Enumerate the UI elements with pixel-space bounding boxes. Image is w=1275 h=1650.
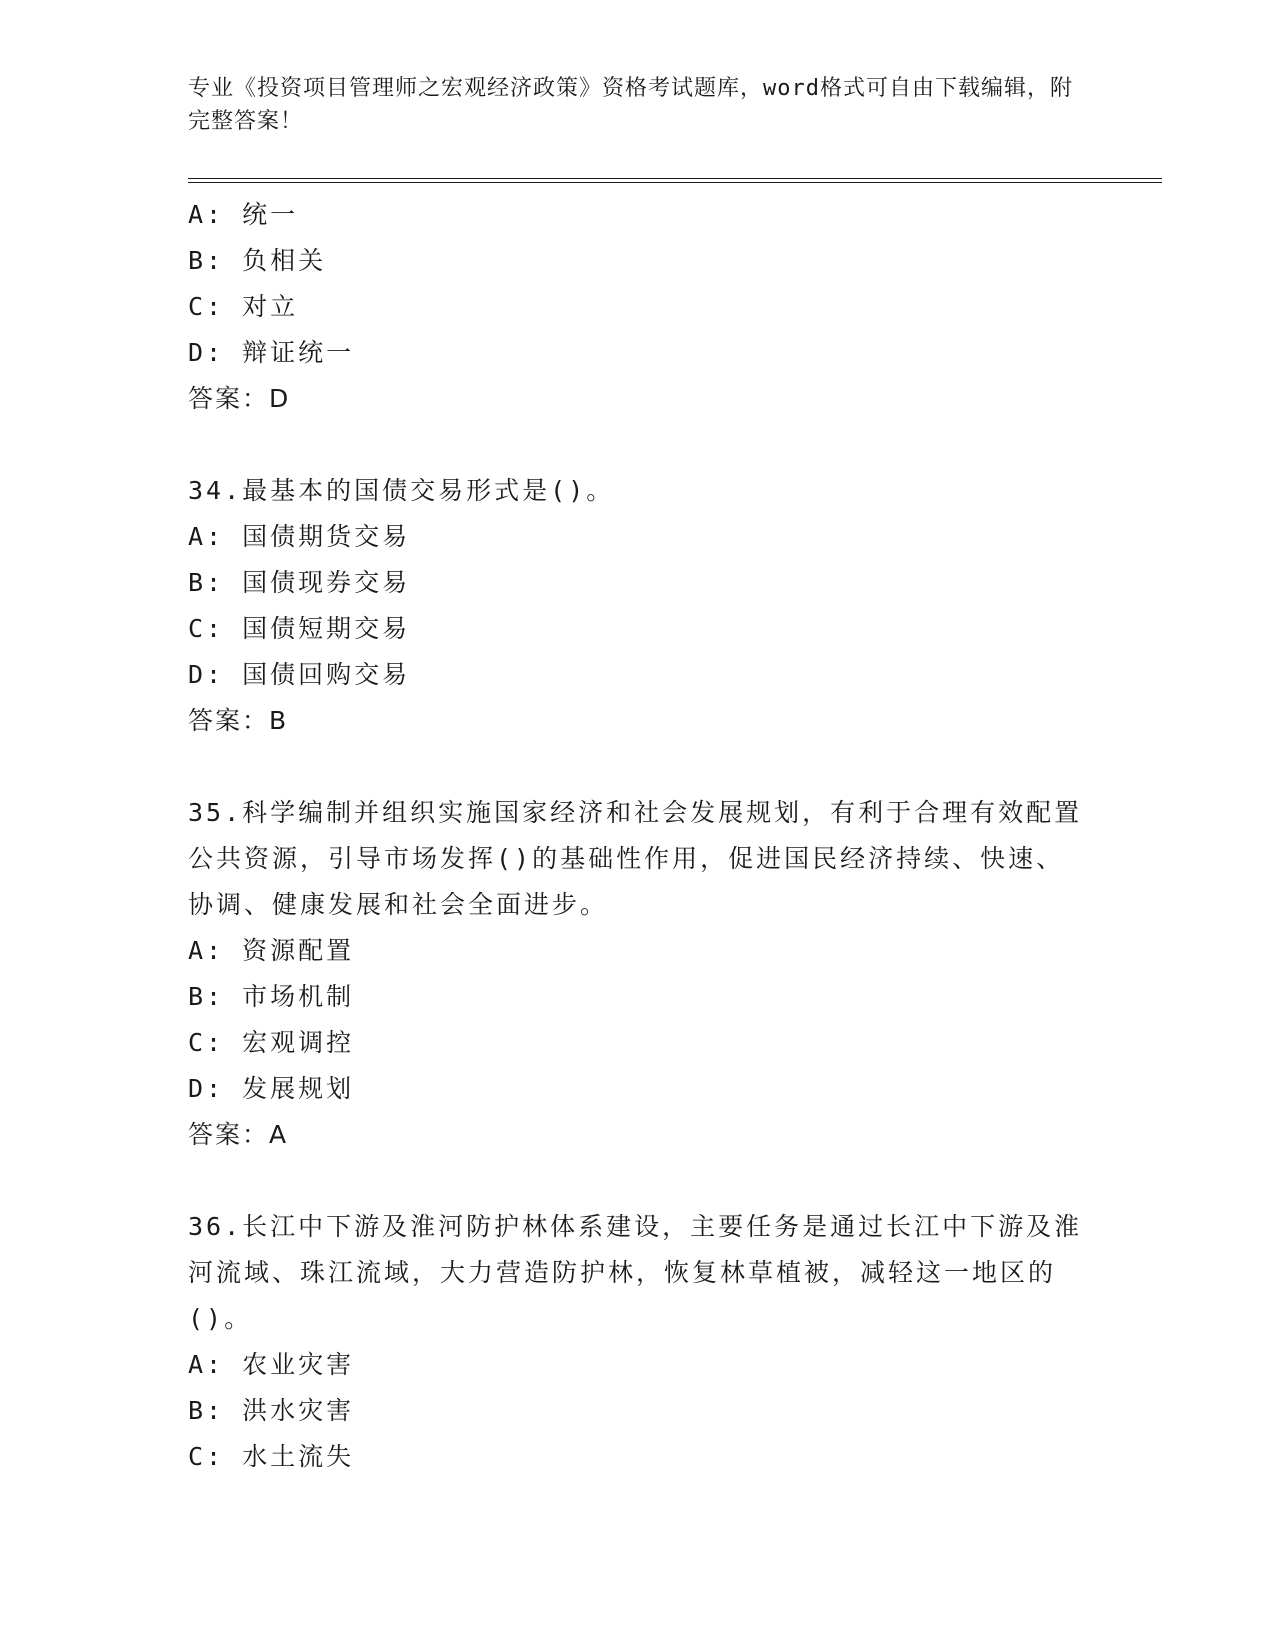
option-c: C: 宏观调控	[188, 1028, 355, 1057]
option-b: B: 国债现券交易	[188, 568, 411, 597]
document-header: 专业《投资项目管理师之宏观经济政策》资格考试题库，word格式可自由下载编辑，附完整答案！	[188, 76, 1073, 134]
question-text: 34.最基本的国债交易形式是()。	[188, 476, 615, 505]
answer-line: 答案：A	[188, 1120, 289, 1149]
question-text: 35.科学编制并组织实施国家经济和社会发展规划，有利于合理有效配置公共资源，引导市场发挥()的基础性作用，促进国民经济持续、快速、协调、健康发展和社会全面进步。	[188, 798, 1083, 919]
option-a: A: 统一	[188, 200, 299, 229]
answer-line: 答案：B	[188, 706, 289, 735]
question-text: 36.长江中下游及淮河防护林体系建设，主要任务是通过长江中下游及淮河流域、珠江流域，大力营造防护林，恢复林草植被，减轻这一地区的()。	[188, 1212, 1083, 1333]
header-divider-bottom	[188, 182, 1162, 183]
spacer	[188, 744, 1088, 790]
option-d: D: 国债回购交易	[188, 660, 411, 689]
question-list	[188, 192, 1088, 1480]
option-b: B: 市场机制	[188, 982, 355, 1011]
spacer	[188, 1158, 1088, 1204]
option-c: C: 国债短期交易	[188, 614, 411, 643]
question-35	[188, 790, 1088, 1158]
option-c: C: 水土流失	[188, 1442, 355, 1471]
answer-line: 答案：D	[188, 384, 291, 413]
option-d: D: 辩证统一	[188, 338, 355, 367]
question-33	[188, 192, 1088, 422]
question-36	[188, 1204, 1088, 1480]
option-b: B: 负相关	[188, 246, 327, 275]
option-b: B: 洪水灾害	[188, 1396, 355, 1425]
option-c: C: 对立	[188, 292, 299, 321]
option-a: A: 农业灾害	[188, 1350, 355, 1379]
option-a: A: 国债期货交易	[188, 522, 411, 551]
spacer	[188, 422, 1088, 468]
question-34	[188, 468, 1088, 744]
header-divider-top	[188, 178, 1162, 179]
option-d: D: 发展规划	[188, 1074, 355, 1103]
option-a: A: 资源配置	[188, 936, 355, 965]
